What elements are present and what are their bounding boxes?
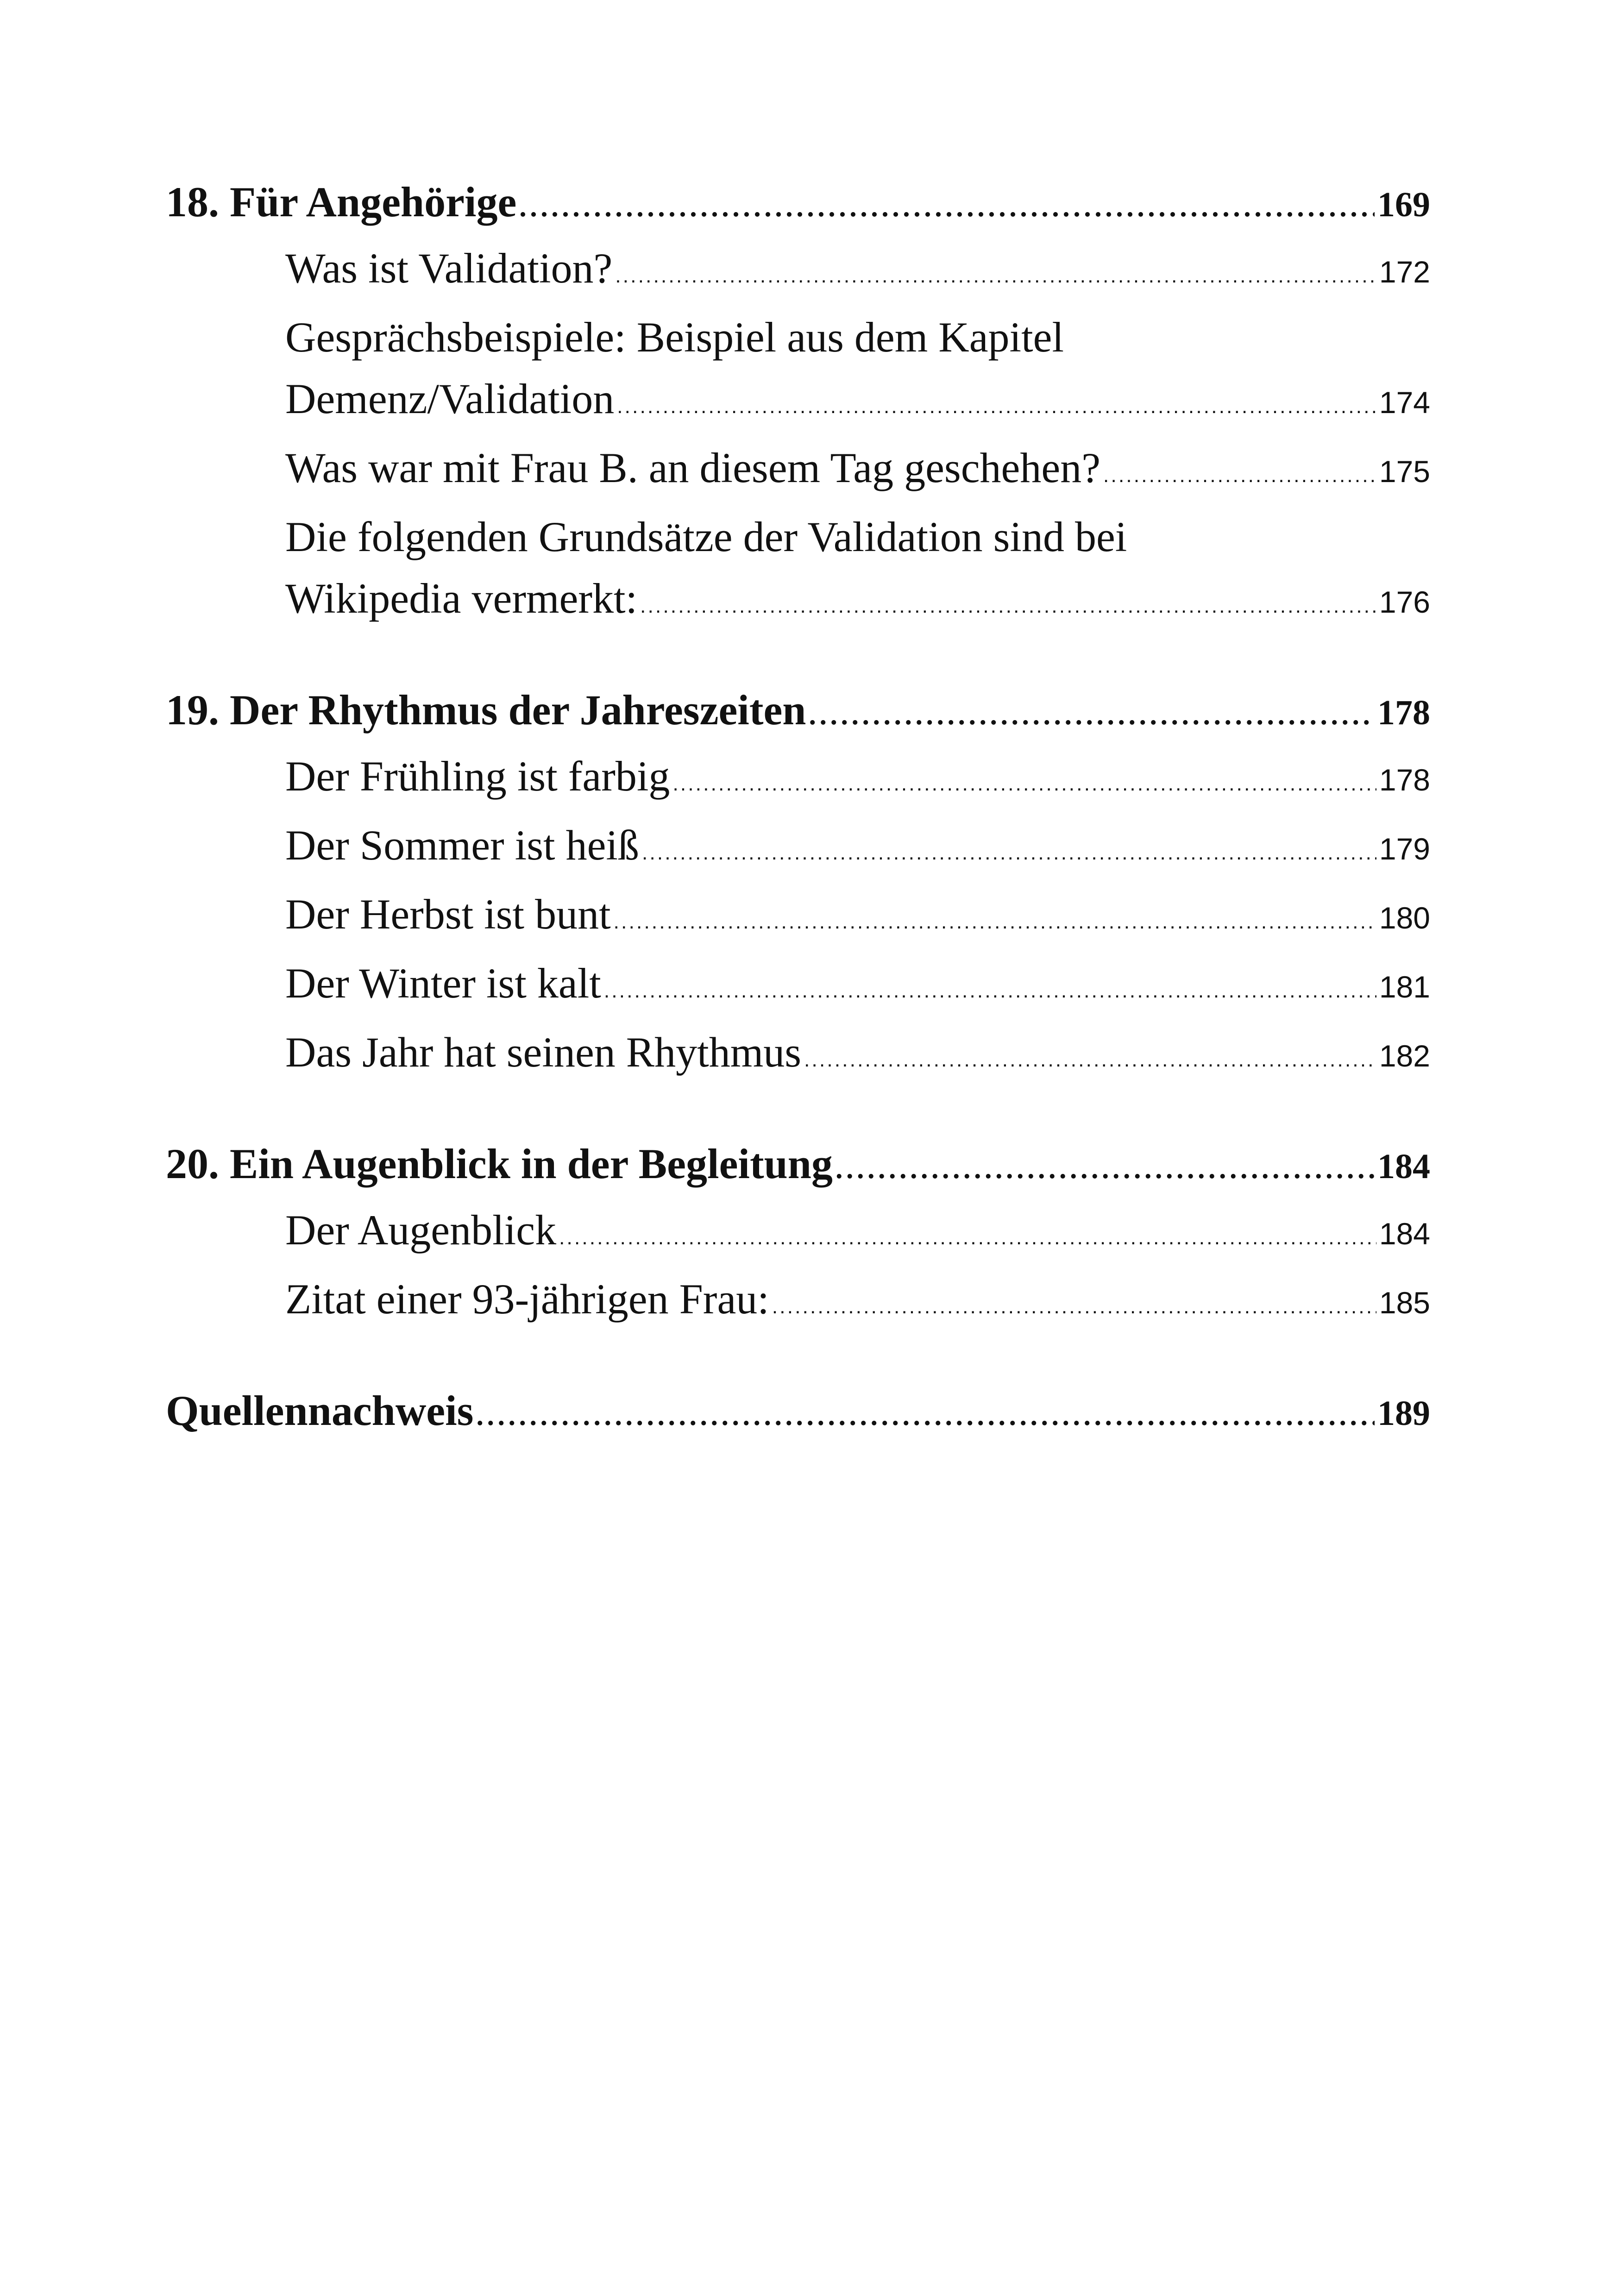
- toc-chapter-19: [166, 679, 1430, 1091]
- entry-title: Zitat einer 93-jährigen Frau:: [285, 1275, 769, 1323]
- dot-leader: [640, 568, 1376, 637]
- toc-entry[interactable]: [166, 746, 1430, 815]
- toc-sources: [166, 1380, 1430, 1446]
- toc-chapter-20: [166, 1133, 1430, 1337]
- toc-chapter-heading[interactable]: [166, 1380, 1430, 1446]
- entry-title: Was ist Validation?: [285, 245, 613, 292]
- entry-page-number: 172: [1379, 255, 1430, 289]
- dot-leader: [1103, 437, 1376, 506]
- entry-page-number: 181: [1379, 970, 1430, 1004]
- chapter-page-number: 184: [1377, 1147, 1430, 1186]
- entry-title: Der Augenblick: [285, 1206, 557, 1254]
- entry-title-wrapped-line[interactable]: Gesprächsbeispiele: Beispiel aus dem Kapitel: [285, 314, 1064, 361]
- entry-title: Was war mit Frau B. an diesem Tag geschehen?: [285, 444, 1101, 491]
- entry-title: Der Herbst ist bunt: [285, 891, 611, 938]
- chapter-page-number: 189: [1377, 1394, 1430, 1433]
- entry-title-wrapped-line[interactable]: Die folgenden Grundsätze der Validation sind bei: [285, 513, 1127, 560]
- chapter-title: Quellennachweis: [166, 1387, 474, 1434]
- toc-entry[interactable]: [166, 884, 1430, 953]
- toc-entry[interactable]: [166, 437, 1430, 506]
- toc-entry[interactable]: [166, 953, 1430, 1022]
- toc-entry[interactable]: [166, 815, 1430, 884]
- toc-entry[interactable]: [166, 238, 1430, 307]
- toc-chapter-heading[interactable]: [166, 1133, 1430, 1199]
- dot-leader: [672, 746, 1376, 815]
- dot-leader: [614, 884, 1376, 953]
- dot-leader: [642, 815, 1376, 884]
- entry-page-number: 175: [1379, 454, 1430, 489]
- chapter-page-number: 169: [1377, 185, 1430, 224]
- dot-leader: [809, 679, 1375, 746]
- entry-title: Das Jahr hat seinen Rhythmus: [285, 1029, 802, 1076]
- entry-page-number: 178: [1379, 763, 1430, 797]
- entry-page-number: 174: [1379, 385, 1430, 420]
- toc-entry[interactable]: [166, 1268, 1430, 1337]
- toc-chapter-18: [166, 171, 1430, 637]
- entry-title: Der Frühling ist farbig: [285, 753, 670, 800]
- table-of-contents: [166, 171, 1430, 1489]
- entry-title: Demenz/Validation: [285, 375, 615, 422]
- entry-page-number: 185: [1379, 1286, 1430, 1320]
- dot-leader: [559, 1199, 1376, 1268]
- dot-leader: [604, 953, 1376, 1022]
- dot-leader: [476, 1380, 1375, 1446]
- chapter-title: 20. Ein Augenblick in der Begleitung: [166, 1140, 833, 1187]
- entry-title: Wikipedia vermerkt:: [285, 575, 638, 622]
- dot-leader: [836, 1133, 1375, 1199]
- dot-leader: [615, 238, 1376, 307]
- dot-leader: [804, 1022, 1376, 1091]
- toc-entry[interactable]: [166, 368, 1430, 437]
- entry-page-number: 180: [1379, 901, 1430, 935]
- chapter-title: 18. Für Angehörige: [166, 178, 517, 226]
- dot-leader: [519, 171, 1375, 238]
- dot-leader: [772, 1268, 1376, 1337]
- toc-chapter-heading[interactable]: [166, 171, 1430, 238]
- entry-page-number: 184: [1379, 1217, 1430, 1251]
- entry-title: Der Sommer ist heiß: [285, 822, 639, 869]
- toc-entry[interactable]: [166, 1022, 1430, 1091]
- chapter-title: 19. Der Rhythmus der Jahreszeiten: [166, 686, 806, 734]
- toc-chapter-heading[interactable]: [166, 679, 1430, 746]
- entry-page-number: 176: [1379, 585, 1430, 619]
- entry-page-number: 179: [1379, 832, 1430, 866]
- chapter-page-number: 178: [1377, 693, 1430, 732]
- toc-entry[interactable]: [166, 1199, 1430, 1268]
- dot-leader: [617, 368, 1376, 437]
- entry-title: Der Winter ist kalt: [285, 960, 601, 1007]
- toc-entry[interactable]: [166, 568, 1430, 637]
- entry-page-number: 182: [1379, 1039, 1430, 1073]
